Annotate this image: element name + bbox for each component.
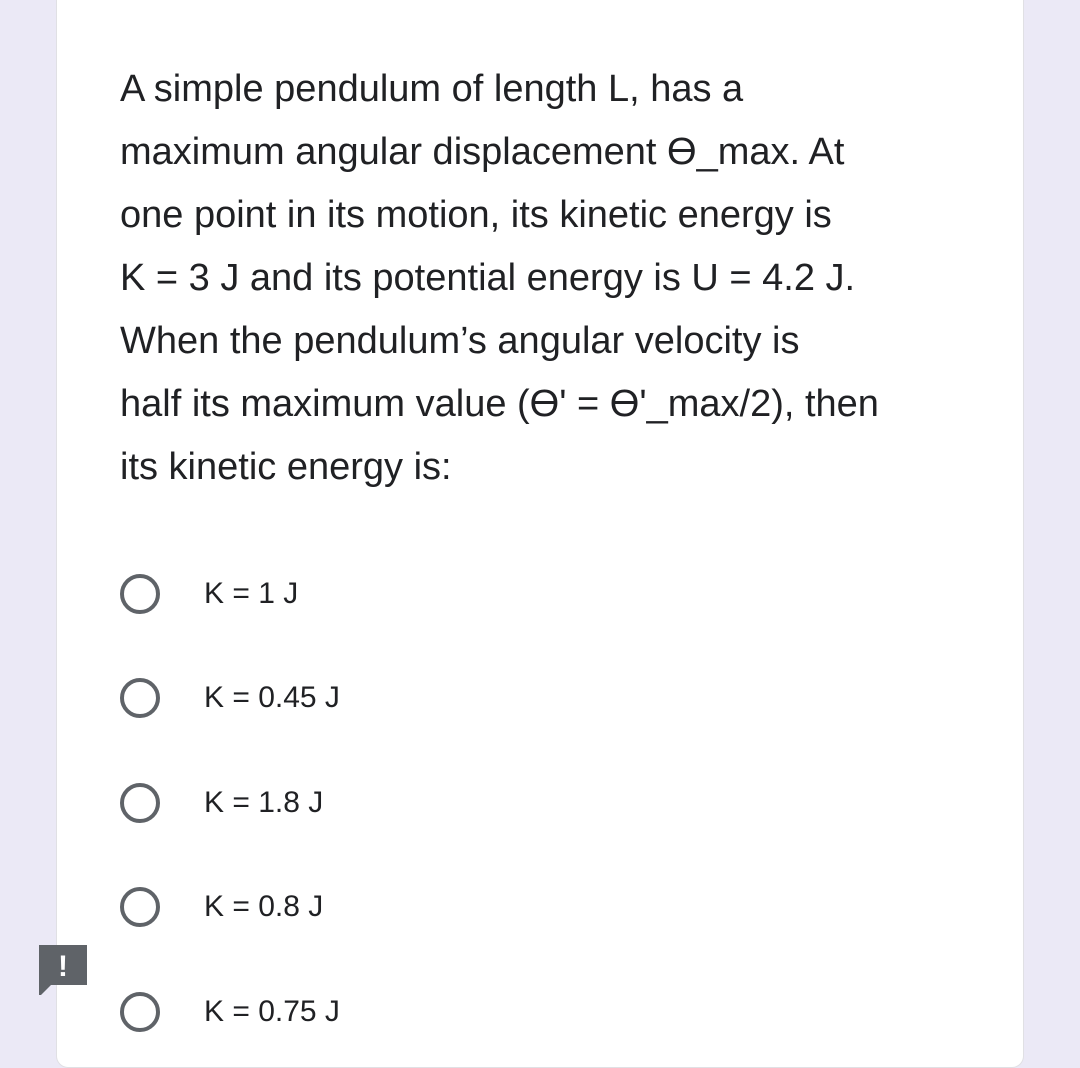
option-3[interactable] — [120, 777, 323, 829]
option-label: K = 0.45 J — [204, 681, 340, 714]
question-line: When the pendulum’s angular velocity is — [120, 320, 800, 362]
option-label: K = 0.8 J — [204, 890, 324, 923]
option-label: K = 1.8 J — [204, 786, 324, 819]
question-line: A simple pendulum of length L, has a — [120, 68, 744, 110]
option-1[interactable] — [120, 568, 298, 620]
option-label: K = 1 J — [204, 577, 299, 610]
radio-button-unchecked[interactable] — [120, 574, 160, 614]
option-5[interactable] — [120, 986, 340, 1038]
question-line: maximum angular displacement ϴ_max. At — [120, 131, 845, 173]
option-label: K = 0.75 J — [204, 995, 340, 1028]
question-line: K = 3 J and its potential energy is U = 4.2 J. — [120, 257, 856, 299]
report-problem-button[interactable] — [37, 943, 89, 995]
question-line: half its maximum value (ϴ' = ϴ'_max/2), then — [120, 383, 879, 425]
report-problem-icon — [37, 943, 89, 995]
radio-button-unchecked[interactable] — [120, 678, 160, 718]
question-line: its kinetic energy is: — [120, 446, 452, 488]
radio-button-unchecked[interactable] — [120, 992, 160, 1032]
option-2[interactable] — [120, 672, 340, 724]
option-4[interactable] — [120, 881, 323, 933]
radio-button-unchecked[interactable] — [120, 887, 160, 927]
question-text — [120, 58, 980, 499]
feedback-glyph: ! — [58, 950, 68, 983]
radio-button-unchecked[interactable] — [120, 783, 160, 823]
question-line: one point in its motion, its kinetic energy is — [120, 194, 832, 236]
